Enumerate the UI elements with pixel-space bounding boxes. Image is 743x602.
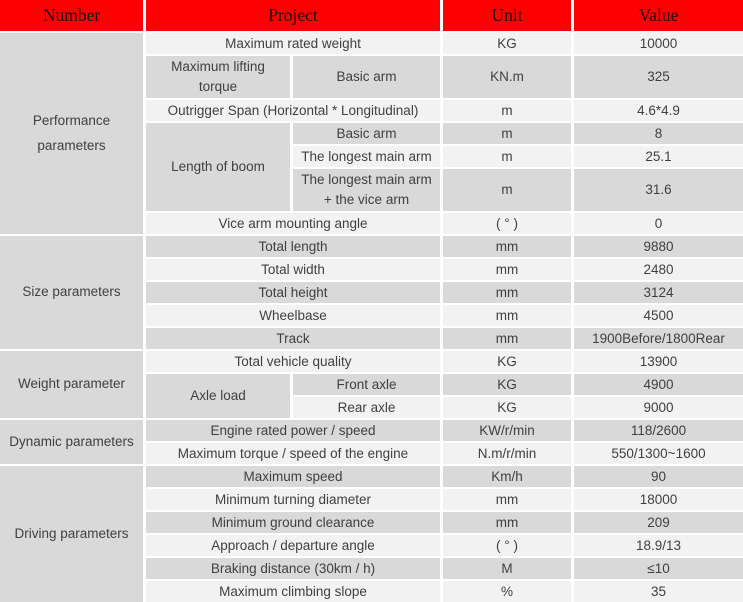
project-sub-cell: Rear axle <box>293 397 440 418</box>
project-cell: Total vehicle quality <box>146 351 440 372</box>
project-cell: Maximum climbing slope <box>146 581 440 602</box>
unit-cell: M <box>443 558 571 579</box>
unit-cell: KN.m <box>443 56 571 98</box>
unit-cell: KG <box>443 397 571 418</box>
project-cell: Track <box>146 328 440 349</box>
project-sub-cell: The longest main arm <box>293 146 440 167</box>
header-cell-number: Number <box>0 0 143 31</box>
value-cell: 0 <box>574 213 743 234</box>
value-cell: 1900Before/1800Rear <box>574 328 743 349</box>
value-cell: 209 <box>574 512 743 533</box>
project-cell: Minimum ground clearance <box>146 512 440 533</box>
project-cell: Total length <box>146 236 440 257</box>
project-parent-cell: Maximum lifting torque <box>146 56 290 98</box>
project-cell: Total width <box>146 259 440 280</box>
value-cell: 25.1 <box>574 146 743 167</box>
unit-cell: mm <box>443 259 571 280</box>
value-cell: 13900 <box>574 351 743 372</box>
value-cell: 4500 <box>574 305 743 326</box>
unit-cell: m <box>443 146 571 167</box>
unit-cell: KG <box>443 374 571 395</box>
value-cell: 90 <box>574 466 743 487</box>
project-sub-cell: Basic arm <box>293 123 440 144</box>
project-cell: Maximum rated weight <box>146 33 440 54</box>
project-cell: Maximum torque / speed of the engine <box>146 443 440 464</box>
unit-cell: KG <box>443 33 571 54</box>
unit-cell: KG <box>443 351 571 372</box>
project-cell: Total height <box>146 282 440 303</box>
header-cell-unit: Unit <box>443 0 571 31</box>
value-cell: ≤10 <box>574 558 743 579</box>
project-parent-cell: Axle load <box>146 374 290 418</box>
header-cell-value: Value <box>574 0 743 31</box>
value-cell: 550/1300~1600 <box>574 443 743 464</box>
project-sub-cell: Basic arm <box>293 56 440 98</box>
unit-cell: mm <box>443 512 571 533</box>
unit-cell: Km/h <box>443 466 571 487</box>
group-cell-performance-parameters: Performance parameters <box>0 33 143 234</box>
project-cell: Approach / departure angle <box>146 535 440 556</box>
group-cell-size-parameters: Size parameters <box>0 236 143 349</box>
value-cell: 4.6*4.9 <box>574 100 743 121</box>
value-cell: 9000 <box>574 397 743 418</box>
project-sub-cell: Front axle <box>293 374 440 395</box>
unit-cell: m <box>443 169 571 211</box>
value-cell: 31.6 <box>574 169 743 211</box>
unit-cell: mm <box>443 236 571 257</box>
project-parent-cell: Length of boom <box>146 123 290 211</box>
value-cell: 8 <box>574 123 743 144</box>
group-cell-weight-parameter: Weight parameter <box>0 351 143 418</box>
unit-cell: mm <box>443 305 571 326</box>
project-cell: Outrigger Span (Horizontal * Longitudinal) <box>146 100 440 121</box>
project-cell: Braking distance (30km / h) <box>146 558 440 579</box>
unit-cell: N.m/r/min <box>443 443 571 464</box>
value-cell: 18000 <box>574 489 743 510</box>
group-cell-driving-parameters: Driving parameters <box>0 466 143 602</box>
value-cell: 325 <box>574 56 743 98</box>
unit-cell: m <box>443 123 571 144</box>
value-cell: 35 <box>574 581 743 602</box>
value-cell: 18.9/13 <box>574 535 743 556</box>
unit-cell: m <box>443 100 571 121</box>
project-cell: Engine rated power / speed <box>146 420 440 441</box>
unit-cell: mm <box>443 282 571 303</box>
unit-cell: mm <box>443 328 571 349</box>
value-cell: 118/2600 <box>574 420 743 441</box>
unit-cell: KW/r/min <box>443 420 571 441</box>
value-cell: 2480 <box>574 259 743 280</box>
value-cell: 9880 <box>574 236 743 257</box>
group-cell-dynamic-parameters: Dynamic parameters <box>0 420 143 464</box>
value-cell: 3124 <box>574 282 743 303</box>
unit-cell: ( ° ) <box>443 535 571 556</box>
unit-cell: % <box>443 581 571 602</box>
header-cell-project: Project <box>146 0 440 31</box>
project-sub-cell: The longest main arm + the vice arm <box>293 169 440 211</box>
project-cell: Maximum speed <box>146 466 440 487</box>
value-cell: 4900 <box>574 374 743 395</box>
value-cell: 10000 <box>574 33 743 54</box>
project-cell: Wheelbase <box>146 305 440 326</box>
unit-cell: ( ° ) <box>443 213 571 234</box>
project-cell: Vice arm mounting angle <box>146 213 440 234</box>
project-cell: Minimum turning diameter <box>146 489 440 510</box>
unit-cell: mm <box>443 489 571 510</box>
